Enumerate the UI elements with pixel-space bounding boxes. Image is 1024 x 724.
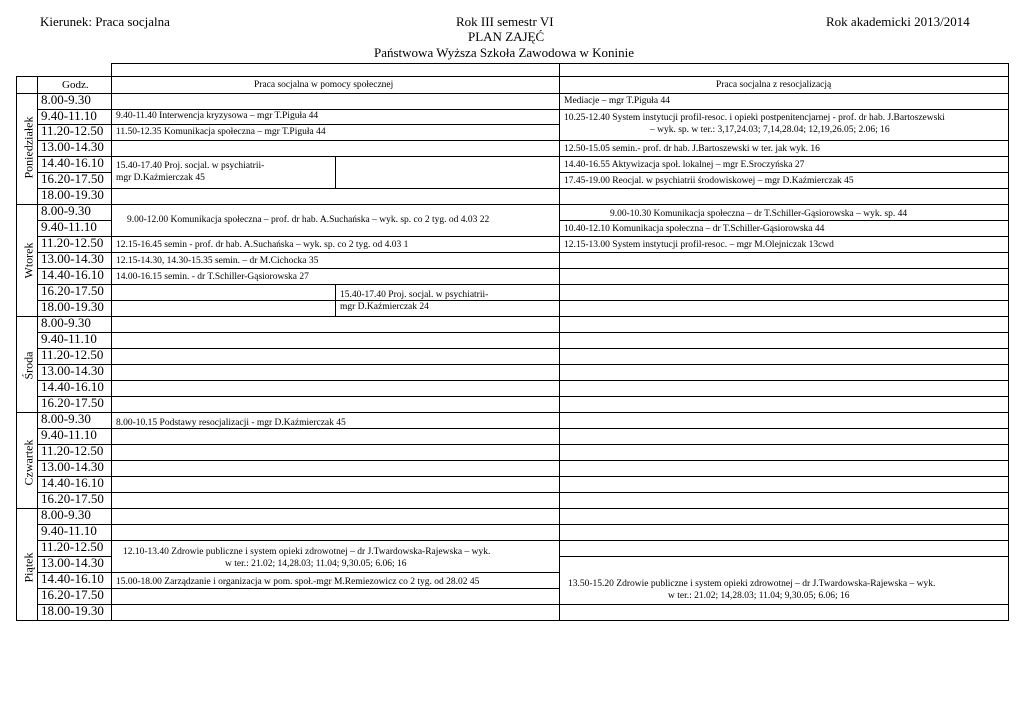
- rok-semestr-label: Rok III semestr VI: [456, 14, 554, 29]
- hour-label: 13.00-14.30: [41, 363, 104, 378]
- col2-row-line: [559, 188, 1008, 189]
- day-label-wtorek: Wtorek: [21, 242, 36, 279]
- hour-label: 11.20-12.50: [41, 235, 104, 250]
- column-header-resocjalizacja: Praca socjalna z resocjalizacją: [716, 80, 832, 90]
- col2-row-line: [559, 524, 1008, 525]
- col1-row-line: [111, 140, 559, 141]
- col2-row-line: [559, 460, 1008, 461]
- hour-label: 13.00-14.30: [41, 139, 104, 154]
- mon-psych-divider: [335, 156, 336, 188]
- hour-label: 9.40-11.10: [41, 108, 97, 123]
- entry-fri-c2-zdrowie-l1: 13.50-15.20 Zdrowie publiczne i system opieki zdrowotnej – dr J.Twardowska-Rajewska – wyk.: [568, 579, 936, 589]
- hour-label: 14.40-16.10: [41, 379, 104, 394]
- col2-row-line: [560, 604, 1008, 605]
- header-box-mid: [559, 63, 560, 76]
- col2-row-line: [559, 140, 1008, 141]
- hour-label: 14.40-16.10: [41, 571, 104, 586]
- hour-label: 8.00-9.30: [41, 315, 91, 330]
- col1-row-line: [111, 412, 559, 413]
- hour-label: 13.00-14.30: [41, 459, 104, 474]
- col2-row-line: [559, 492, 1008, 493]
- entry-mon-interwencja: 9.40-11.40 Interwencja kryzysowa – mgr T.Piguła 44: [116, 111, 319, 121]
- kierunek-label: Kierunek: Praca socjalna: [40, 14, 170, 29]
- entry-mon-komunikacja: 11.50-12.35 Komunikacja społeczna – mgr T.Piguła 44: [116, 127, 326, 137]
- col2-row-line: [559, 348, 1008, 349]
- entry-thu-podstawy: 8.00-10.15 Podstawy resocjalizacji - mgr D.Kaźmierczak 45: [116, 418, 346, 428]
- hour-label: 9.40-11.10: [41, 427, 97, 442]
- col1-row-line: [111, 188, 559, 189]
- column-header-pomoc-spoleczna: Praca socjalna w pomocy społecznej: [254, 80, 394, 90]
- entry-fri-zdrowie-l2: w ter.: 21.02; 14,28.03; 11.04; 9,30.05; 6.06; 16: [225, 559, 407, 569]
- hour-label: 9.40-11.10: [41, 219, 97, 234]
- hour-label: 8.00-9.30: [41, 203, 91, 218]
- entry-tue-cichocka: 12.15-14.30, 14.30-15.35 semin. – dr M.Cichocka 35: [116, 256, 319, 266]
- col2-row-line: [559, 444, 1008, 445]
- col2-row-line: [559, 364, 1008, 365]
- col1-row-line: [111, 268, 559, 269]
- hour-label: 11.20-12.50: [41, 123, 104, 138]
- col1-row-line: [111, 316, 559, 317]
- col2-row-line: [559, 268, 1008, 269]
- col2-row-line: [559, 396, 1008, 397]
- entry-fri-zarzadzanie: 15.00-18.00 Zarządzanie i organizacja w pom. społ.-mgr M.Remiezowicz co 2 tyg. od 28.02 45: [116, 577, 480, 587]
- col1-row-line: [111, 252, 559, 253]
- col1-row-line: [111, 364, 559, 365]
- hour-label: 9.40-11.10: [41, 331, 97, 346]
- entry-mon-system-l1: 10.25-12.40 System instytucji profil-resoc. i opieki postpenitencjarnej - prof. dr hab. J.Bartoszewski: [564, 113, 945, 123]
- hour-label: 18.00-19.30: [41, 299, 104, 314]
- col2-row-line: [559, 316, 1008, 317]
- col1-row-line: [111, 109, 559, 110]
- day-label-czwartek: Czwartek: [21, 439, 36, 486]
- hour-label: 16.20-17.50: [41, 491, 104, 506]
- col2-row-line: [559, 220, 1008, 221]
- col1-row-line: [111, 492, 559, 493]
- frame-left: [16, 76, 17, 620]
- academic-year-label: Rok akademicki 2013/2014: [826, 14, 970, 29]
- col2-row-line: [559, 428, 1008, 429]
- hour-row-line: [37, 620, 111, 621]
- entry-tue-kom: 10.40-12.10 Komunikacja społeczna – dr T.Schiller-Gąsiorowska 44: [564, 224, 825, 234]
- hour-label: 13.00-14.30: [41, 251, 104, 266]
- col1-row-line: [111, 460, 559, 461]
- entry-mon-psychiatria-l1: 15.40-17.40 Proj. socjal. w psychiatrii-: [116, 161, 265, 171]
- col1-row-line: [111, 348, 559, 349]
- entry-tue-semin-suchanska: 12.15-16.45 semin - prof. dr hab. A.Suchańska – wyk. sp. co 2 tyg. od 4.03 1: [116, 240, 409, 250]
- hour-label: 11.20-12.50: [41, 443, 104, 458]
- day-label-piatek: Piątek: [21, 552, 36, 583]
- col2-row-line: [559, 172, 1008, 173]
- hour-label: 16.20-17.50: [41, 171, 104, 186]
- col1-row-line: [111, 540, 559, 541]
- entry-mon-aktywizacja: 14.40-16.55 Aktywizacja społ. lokalnej – mgr E.Sroczyńska 27: [564, 160, 805, 170]
- entry-fri-zdrowie-l1: 12.10-13.40 Zdrowie publiczne i system opieki zdrowotnej – dr J.Twardowska-Rajewska – wyk.: [123, 547, 491, 557]
- entry-tue-kom-wyk: 9.00-10.30 Komunikacja społeczna – dr T.Schiller-Gąsiorowska – wyk. sp. 44: [610, 209, 908, 219]
- day-label-poniedzialek: Poniedziałek: [21, 116, 36, 179]
- hour-label: 8.00-9.30: [41, 92, 91, 107]
- hour-label: 18.00-19.30: [41, 187, 104, 202]
- col1-row-line: [111, 572, 559, 573]
- hour-label: 8.00-9.30: [41, 507, 91, 522]
- entry-tue-psychiatria-l2: mgr D.Kaźmierczak 24: [340, 302, 429, 312]
- col1-row-line: [111, 476, 559, 477]
- col2-row-line: [559, 204, 1008, 205]
- day-label-sroda: Środa: [21, 351, 36, 380]
- col2-row-line: [559, 508, 1008, 509]
- col2-row-line: [559, 412, 1008, 413]
- hour-label: 14.40-16.10: [41, 475, 104, 490]
- col1-row-line: [111, 508, 559, 509]
- hour-label: 11.20-12.50: [41, 539, 104, 554]
- col1-row-line: [111, 332, 559, 333]
- frame-top: [16, 76, 1008, 77]
- header-box-left: [111, 63, 112, 76]
- col2-row-line: [559, 556, 1008, 557]
- hour-label: 8.00-9.30: [41, 411, 91, 426]
- col1-row-line: [111, 380, 559, 381]
- col2-row-line: [559, 540, 1008, 541]
- header-box-right: [1008, 63, 1009, 76]
- entry-mon-semin: 12.50-15.05 semin.- prof. dr hab. J.Bartoszewski w ter. jak wyk. 16: [564, 144, 820, 154]
- col2-row-line: [559, 93, 1008, 94]
- hour-label: 14.40-16.10: [41, 267, 104, 282]
- col2-row-line: [559, 476, 1008, 477]
- col1-row-line: [111, 93, 559, 94]
- entry-fri-c2-zdrowie-l2: w ter.: 21.02; 14,28.03; 11.04; 9,30.05; 6.06; 16: [668, 591, 850, 601]
- col1-row-line: [111, 204, 559, 205]
- entry-mon-reocjal: 17.45-19.00 Reocjal. w psychiatrii środowiskowej – mgr D.Kaźmierczak 45: [564, 176, 854, 186]
- frame-right: [1008, 76, 1009, 620]
- hour-label: 13.00-14.30: [41, 555, 104, 570]
- col2-row-line: [559, 380, 1008, 381]
- hour-label: 14.40-16.10: [41, 155, 104, 170]
- plan-title: PLAN ZAJĘĆ: [468, 29, 545, 44]
- col1-row-line: [111, 444, 559, 445]
- hour-label: 16.20-17.50: [41, 587, 104, 602]
- school-name: Państwowa Wyższa Szkoła Zawodowa w Koninie: [374, 45, 634, 60]
- entry-mon-psychiatria-l2: mgr D.Kaźmierczak 45: [116, 173, 205, 183]
- column-header-godz: Godz.: [62, 79, 89, 91]
- col2-row-line: [559, 332, 1008, 333]
- col1-row-line: [111, 396, 559, 397]
- col2-row-line: [559, 284, 1008, 285]
- entry-tue-psychiatria-l1: 15.40-17.40 Proj. socjal. w psychiatrii-: [340, 290, 489, 300]
- col2-row-line: [559, 156, 1008, 157]
- hour-label: 9.40-11.10: [41, 523, 97, 538]
- hour-label: 16.20-17.50: [41, 283, 104, 298]
- col2-row-line: [559, 252, 1008, 253]
- tue-psych-divider: [335, 284, 336, 316]
- hour-label: 18.00-19.30: [41, 603, 104, 618]
- col2-row-line: [559, 236, 1008, 237]
- entry-tue-komunikacja: 9.00-12.00 Komunikacja społeczna – prof. dr hab. A.Suchańska – wyk. sp. co 2 tyg. od 4.03 22: [127, 215, 490, 225]
- entry-mon-mediacje: Mediacje – mgr T.Piguła 44: [564, 96, 670, 106]
- col1-row-line: [111, 124, 559, 125]
- entry-tue-system: 12.15-13.00 System instytucji profil-resoc. – mgr M.Olejniczak 13cwd: [564, 240, 834, 250]
- col2-row-line: [559, 620, 1008, 621]
- hour-label: 16.20-17.50: [41, 395, 104, 410]
- col1-row-line: [111, 588, 559, 589]
- col1-row-line: [111, 236, 559, 237]
- col2-row-line: [559, 300, 1008, 301]
- entry-tue-schiller: 14.00-16.15 semin. - dr T.Schiller-Gąsiorowska 27: [116, 272, 309, 282]
- col1-row-line: [111, 620, 559, 621]
- col1-row-line: [111, 604, 559, 605]
- entry-mon-system-l2: – wyk. sp. w ter.: 3,17,24.03; 7,14,28.04; 12,19,26.05; 2.06; 16: [650, 125, 890, 135]
- hour-label: 11.20-12.50: [41, 347, 104, 362]
- col1-row-line: [111, 524, 559, 525]
- col2-row-line: [559, 109, 1008, 110]
